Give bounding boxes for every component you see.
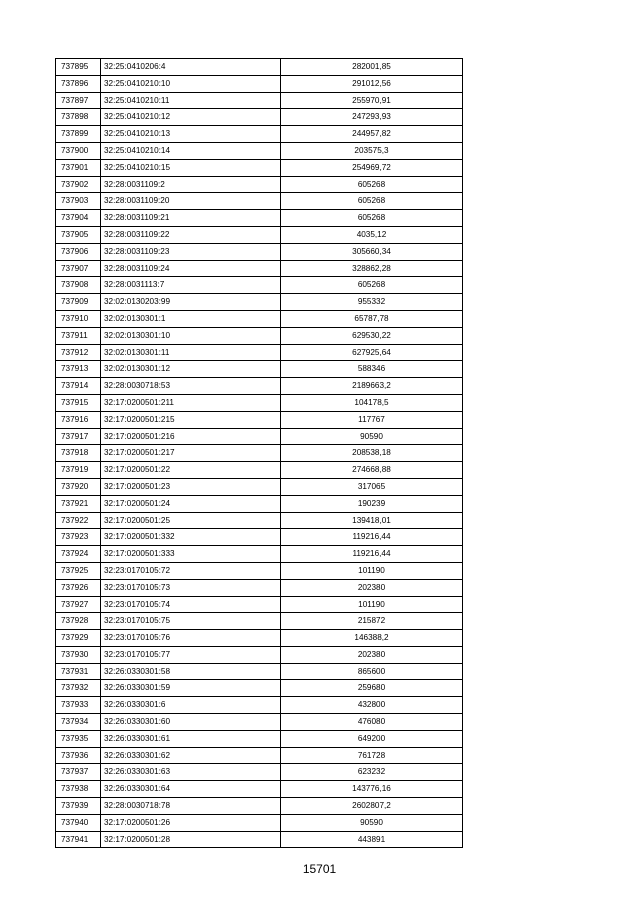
row-id-cell: 737918 [56, 445, 101, 462]
cadastral-number-cell: 32:02:0130301:12 [101, 361, 281, 378]
table-row [56, 142, 463, 159]
row-id-cell: 737915 [56, 394, 101, 411]
table-row [56, 798, 463, 815]
row-id-cell: 737930 [56, 646, 101, 663]
table-row [56, 428, 463, 445]
row-id-cell: 737907 [56, 260, 101, 277]
row-id-cell: 737923 [56, 529, 101, 546]
value-cell: 955332 [281, 294, 463, 311]
row-id-cell: 737905 [56, 226, 101, 243]
cadastral-number-cell: 32:17:0200501:24 [101, 495, 281, 512]
table-row [56, 529, 463, 546]
cadastral-number-cell: 32:23:0170105:77 [101, 646, 281, 663]
table-row [56, 814, 463, 831]
value-cell: 588346 [281, 361, 463, 378]
value-cell: 605268 [281, 193, 463, 210]
cadastral-number-cell: 32:25:0410210:10 [101, 75, 281, 92]
row-id-cell: 737936 [56, 747, 101, 764]
value-cell: 244957,82 [281, 126, 463, 143]
cadastral-number-cell: 32:17:0200501:216 [101, 428, 281, 445]
row-id-cell: 737914 [56, 378, 101, 395]
table-row [56, 277, 463, 294]
row-id-cell: 737916 [56, 411, 101, 428]
cadastral-number-cell: 32:02:0130301:11 [101, 344, 281, 361]
row-id-cell: 737920 [56, 478, 101, 495]
table-row [56, 546, 463, 563]
row-id-cell: 737928 [56, 613, 101, 630]
row-id-cell: 737931 [56, 663, 101, 680]
cadastral-number-cell: 32:26:0330301:61 [101, 730, 281, 747]
cadastral-number-cell: 32:28:0030718:78 [101, 798, 281, 815]
table-row [56, 394, 463, 411]
cadastral-number-cell: 32:28:0031109:22 [101, 226, 281, 243]
value-cell: 328862,28 [281, 260, 463, 277]
value-cell: 443891 [281, 831, 463, 848]
cadastral-number-cell: 32:26:0330301:60 [101, 714, 281, 731]
cadastral-number-cell: 32:17:0200501:211 [101, 394, 281, 411]
row-id-cell: 737924 [56, 546, 101, 563]
cadastral-number-cell: 32:02:0130203:99 [101, 294, 281, 311]
row-id-cell: 737913 [56, 361, 101, 378]
value-cell: 146388,2 [281, 630, 463, 647]
table-row [56, 831, 463, 848]
row-id-cell: 737926 [56, 579, 101, 596]
row-id-cell: 737935 [56, 730, 101, 747]
value-cell: 291012,56 [281, 75, 463, 92]
cadastral-number-cell: 32:28:0031109:2 [101, 176, 281, 193]
cadastral-number-cell: 32:23:0170105:75 [101, 613, 281, 630]
table-row [56, 495, 463, 512]
value-cell: 90590 [281, 428, 463, 445]
cadastral-number-cell: 32:25:0410206:4 [101, 59, 281, 76]
table-row [56, 327, 463, 344]
value-cell: 761728 [281, 747, 463, 764]
value-cell: 629530,22 [281, 327, 463, 344]
table-row [56, 159, 463, 176]
row-id-cell: 737909 [56, 294, 101, 311]
value-cell: 190239 [281, 495, 463, 512]
data-table [55, 58, 463, 848]
cadastral-number-cell: 32:26:0330301:58 [101, 663, 281, 680]
table-row [56, 361, 463, 378]
table-row [56, 176, 463, 193]
table-row [56, 226, 463, 243]
table-row [56, 411, 463, 428]
cadastral-number-cell: 32:17:0200501:217 [101, 445, 281, 462]
cadastral-number-cell: 32:26:0330301:62 [101, 747, 281, 764]
cadastral-number-cell: 32:26:0330301:64 [101, 781, 281, 798]
value-cell: 274668,88 [281, 462, 463, 479]
value-cell: 202380 [281, 579, 463, 596]
cadastral-number-cell: 32:28:0031109:20 [101, 193, 281, 210]
value-cell: 104178,5 [281, 394, 463, 411]
value-cell: 317065 [281, 478, 463, 495]
row-id-cell: 737921 [56, 495, 101, 512]
table-row [56, 193, 463, 210]
cadastral-number-cell: 32:26:0330301:63 [101, 764, 281, 781]
row-id-cell: 737901 [56, 159, 101, 176]
row-id-cell: 737903 [56, 193, 101, 210]
table-row [56, 579, 463, 596]
cadastral-number-cell: 32:17:0200501:28 [101, 831, 281, 848]
value-cell: 101190 [281, 596, 463, 613]
cadastral-number-cell: 32:17:0200501:215 [101, 411, 281, 428]
table-row [56, 210, 463, 227]
table-row [56, 714, 463, 731]
value-cell: 101190 [281, 562, 463, 579]
table-row [56, 562, 463, 579]
value-cell: 282001,85 [281, 59, 463, 76]
page-number: 15701 [302, 862, 337, 876]
table-row [56, 75, 463, 92]
row-id-cell: 737938 [56, 781, 101, 798]
table-row [56, 462, 463, 479]
cadastral-number-cell: 32:02:0130301:10 [101, 327, 281, 344]
cadastral-number-cell: 32:17:0200501:26 [101, 814, 281, 831]
cadastral-number-cell: 32:02:0130301:1 [101, 310, 281, 327]
table-row [56, 697, 463, 714]
row-id-cell: 737934 [56, 714, 101, 731]
value-cell: 208538,18 [281, 445, 463, 462]
row-id-cell: 737917 [56, 428, 101, 445]
value-cell: 305660,34 [281, 243, 463, 260]
row-id-cell: 737940 [56, 814, 101, 831]
row-id-cell: 737932 [56, 680, 101, 697]
row-id-cell: 737939 [56, 798, 101, 815]
cadastral-number-cell: 32:23:0170105:76 [101, 630, 281, 647]
table-row [56, 630, 463, 647]
cadastral-number-cell: 32:25:0410210:15 [101, 159, 281, 176]
cadastral-number-cell: 32:25:0410210:14 [101, 142, 281, 159]
value-cell: 203575,3 [281, 142, 463, 159]
table-row [56, 613, 463, 630]
cadastral-number-cell: 32:17:0200501:23 [101, 478, 281, 495]
cadastral-number-cell: 32:23:0170105:72 [101, 562, 281, 579]
table-row [56, 243, 463, 260]
cadastral-number-cell: 32:25:0410210:11 [101, 92, 281, 109]
cadastral-number-cell: 32:23:0170105:74 [101, 596, 281, 613]
table-row [56, 747, 463, 764]
row-id-cell: 737937 [56, 764, 101, 781]
table-row [56, 680, 463, 697]
table-row [56, 663, 463, 680]
row-id-cell: 737895 [56, 59, 101, 76]
value-cell: 255970,91 [281, 92, 463, 109]
cadastral-number-cell: 32:28:0030718:53 [101, 378, 281, 395]
table-row [56, 344, 463, 361]
row-id-cell: 737927 [56, 596, 101, 613]
cadastral-number-cell: 32:28:0031109:24 [101, 260, 281, 277]
value-cell: 605268 [281, 210, 463, 227]
row-id-cell: 737925 [56, 562, 101, 579]
table-row [56, 294, 463, 311]
row-id-cell: 737941 [56, 831, 101, 848]
value-cell: 2189663,2 [281, 378, 463, 395]
table-row [56, 126, 463, 143]
value-cell: 90590 [281, 814, 463, 831]
value-cell: 259680 [281, 680, 463, 697]
value-cell: 119216,44 [281, 546, 463, 563]
row-id-cell: 737922 [56, 512, 101, 529]
value-cell: 605268 [281, 176, 463, 193]
value-cell: 605268 [281, 277, 463, 294]
value-cell: 476080 [281, 714, 463, 731]
table-row [56, 378, 463, 395]
row-id-cell: 737900 [56, 142, 101, 159]
table-row [56, 730, 463, 747]
cadastral-number-cell: 32:28:0031109:23 [101, 243, 281, 260]
value-cell: 117767 [281, 411, 463, 428]
cadastral-number-cell: 32:23:0170105:73 [101, 579, 281, 596]
row-id-cell: 737933 [56, 697, 101, 714]
value-cell: 865600 [281, 663, 463, 680]
table-body [56, 59, 463, 848]
table-row [56, 512, 463, 529]
cadastral-number-cell: 32:26:0330301:6 [101, 697, 281, 714]
cadastral-number-cell: 32:28:0031109:21 [101, 210, 281, 227]
value-cell: 4035,12 [281, 226, 463, 243]
row-id-cell: 737912 [56, 344, 101, 361]
cadastral-number-cell: 32:17:0200501:332 [101, 529, 281, 546]
row-id-cell: 737906 [56, 243, 101, 260]
row-id-cell: 737897 [56, 92, 101, 109]
cadastral-number-cell: 32:17:0200501:333 [101, 546, 281, 563]
table-row [56, 445, 463, 462]
row-id-cell: 737910 [56, 310, 101, 327]
table-row [56, 478, 463, 495]
value-cell: 432800 [281, 697, 463, 714]
table-row [56, 596, 463, 613]
value-cell: 65787,78 [281, 310, 463, 327]
table-row [56, 260, 463, 277]
table-row [56, 59, 463, 76]
row-id-cell: 737904 [56, 210, 101, 227]
value-cell: 623232 [281, 764, 463, 781]
cadastral-number-cell: 32:25:0410210:12 [101, 109, 281, 126]
cadastral-number-cell: 32:26:0330301:59 [101, 680, 281, 697]
cadastral-number-cell: 32:17:0200501:25 [101, 512, 281, 529]
value-cell: 649200 [281, 730, 463, 747]
value-cell: 254969,72 [281, 159, 463, 176]
value-cell: 2602807,2 [281, 798, 463, 815]
table-row [56, 310, 463, 327]
value-cell: 139418,01 [281, 512, 463, 529]
row-id-cell: 737898 [56, 109, 101, 126]
value-cell: 119216,44 [281, 529, 463, 546]
row-id-cell: 737911 [56, 327, 101, 344]
value-cell: 143776,16 [281, 781, 463, 798]
table-row [56, 646, 463, 663]
row-id-cell: 737896 [56, 75, 101, 92]
table-row [56, 781, 463, 798]
cadastral-number-cell: 32:25:0410210:13 [101, 126, 281, 143]
value-cell: 215872 [281, 613, 463, 630]
cadastral-number-cell: 32:28:0031113:7 [101, 277, 281, 294]
row-id-cell: 737919 [56, 462, 101, 479]
table-row [56, 92, 463, 109]
table-row [56, 764, 463, 781]
value-cell: 202380 [281, 646, 463, 663]
row-id-cell: 737908 [56, 277, 101, 294]
value-cell: 247293,93 [281, 109, 463, 126]
row-id-cell: 737902 [56, 176, 101, 193]
row-id-cell: 737899 [56, 126, 101, 143]
cadastral-number-cell: 32:17:0200501:22 [101, 462, 281, 479]
row-id-cell: 737929 [56, 630, 101, 647]
value-cell: 627925,64 [281, 344, 463, 361]
table-row [56, 109, 463, 126]
